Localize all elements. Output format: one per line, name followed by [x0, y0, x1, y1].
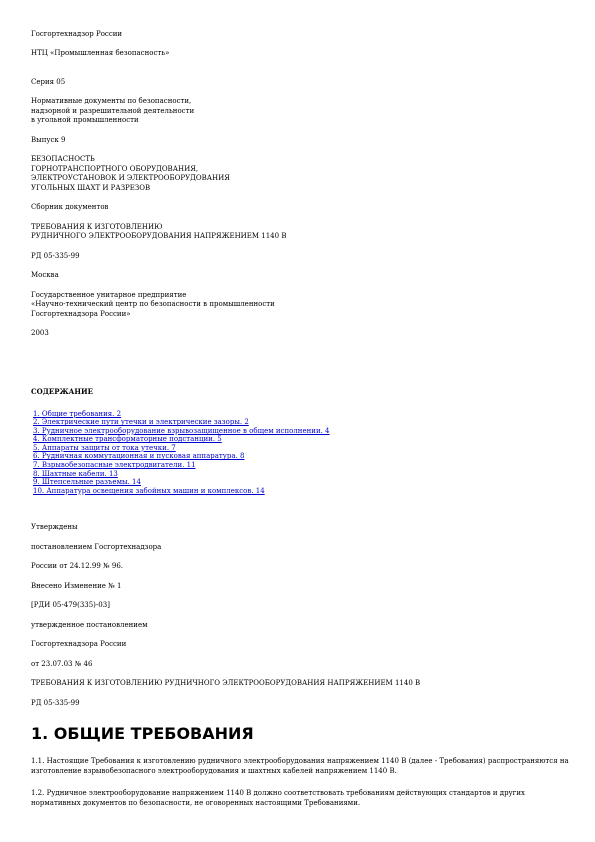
toc-item	[33, 418, 571, 427]
paragraph-1-1: 1.1. Настоящие Требования к изготовлению рудничного электрооборудования напряжением 1140 В (далее - Требования) распространяются на изготовление взрывобезопасного электрооборудования и шахтных кабелей напряжением 1140 В.	[31, 757, 569, 775]
toc-link-1[interactable]: 1. Общие требования. 2	[33, 409, 122, 418]
amendment-date: от 23.07.03 № 46	[31, 659, 93, 668]
toc-link-10[interactable]: 10. Аппаратура освещения забойных машин и комплексов. 14	[33, 486, 265, 495]
approved-by-label: утвержденное постановлением	[31, 620, 148, 629]
toc-item	[33, 452, 571, 461]
section-heading: 1. ОБЩИЕ ТРЕБОВАНИЯ	[31, 724, 254, 744]
header-agency: Госгортехнадзор России	[31, 29, 123, 38]
toc-link-4[interactable]: 4. Комплектные трансформаторные подстанции. 5	[33, 435, 222, 444]
document-title: ТРЕБОВАНИЯ К ИЗГОТОВЛЕНИЮ РУДНИЧНОГО ЭЛЕКТРООБОРУДОВАНИЯ НАПРЯЖЕНИЕМ 1140 В	[31, 222, 287, 240]
publisher: Государственное унитарное предприятие «Научно-технический центр по безопасности в промышленности Госгортехнадзора России»	[31, 290, 275, 318]
toc-title: СОДЕРЖАНИЕ	[31, 386, 93, 396]
paragraph-1-2: 1.2. Рудничное электрооборудование напряжением 1140 В должно соответствовать требованиям действующих стандартов и других нормативных документов по безопасности, не оговоренных настоящими Требованиями.	[31, 789, 525, 807]
header-center: НТЦ «Промышленная безопасность»	[31, 48, 170, 57]
toc-item	[33, 461, 571, 470]
series-label: Серия 05	[31, 77, 66, 86]
document-page	[31, 20, 571, 821]
issue-title: БЕЗОПАСНОСТЬ ГОРНОТРАНСПОРТНОГО ОБОРУДОВАНИЯ, ЭЛЕКТРОУСТАНОВОК И ЭЛЕКТРООБОРУДОВАНИЯ УГОЛЬНЫХ ШАХТ И РАЗРЕЗОВ	[31, 155, 230, 192]
toc-link-6[interactable]: 6. Рудничная коммутационная и пусковая аппаратура. 8	[33, 452, 245, 461]
authority: Госгортехнадзора России	[31, 640, 127, 649]
toc-link-7[interactable]: 7. Взрывобезопасные электродвигатели. 11	[33, 461, 196, 470]
series-title: Нормативные документы по безопасности, надзорной и разрешительной деятельности в угольной промышленности	[31, 97, 195, 124]
document-code: РД 05-335-99	[31, 251, 80, 260]
full-title: ТРЕБОВАНИЯ К ИЗГОТОВЛЕНИЮ РУДНИЧНОГО ЭЛЕКТРООБОРУДОВАНИЯ НАПРЯЖЕНИЕМ 1140 В	[31, 679, 421, 688]
year: 2003	[31, 329, 49, 337]
toc-link-2[interactable]: 2. Электрические пути утечки и электрические зазоры. 2	[33, 418, 249, 427]
decree-date: России от 24.12.99 № 96.	[31, 562, 124, 571]
table-of-contents	[33, 410, 571, 496]
toc-item	[33, 478, 571, 487]
issue-label: Выпуск 9	[31, 135, 66, 144]
city: Москва	[31, 271, 59, 279]
toc-item	[33, 427, 571, 436]
amendment-code: [РДИ 05-479(335)-03]	[31, 601, 110, 610]
toc-link-8[interactable]: 8. Шахтные кабели. 13	[33, 469, 118, 478]
toc-item	[33, 444, 571, 453]
toc-item	[33, 470, 571, 479]
approved-label: Утверждены	[31, 523, 78, 532]
toc-link-5[interactable]: 5. Аппараты защиты от тока утечки. 7	[33, 443, 176, 452]
toc-item	[33, 487, 571, 496]
toc-link-3[interactable]: 3. Рудничное электрооборудование взрывозащищенное в общем исполнении. 4	[33, 426, 330, 435]
toc-item	[33, 410, 571, 419]
approved-by-decree: постановлением Госгортехнадзора	[31, 542, 162, 551]
full-code: РД 05-335-99	[31, 698, 80, 707]
amendment-label: Внесено Изменение № 1	[31, 581, 122, 590]
collection-label: Сборник документов	[31, 203, 109, 211]
toc-item	[33, 435, 571, 444]
toc-link-9[interactable]: 9. Штепсельные разъемы. 14	[33, 478, 141, 487]
header-block	[31, 20, 571, 68]
